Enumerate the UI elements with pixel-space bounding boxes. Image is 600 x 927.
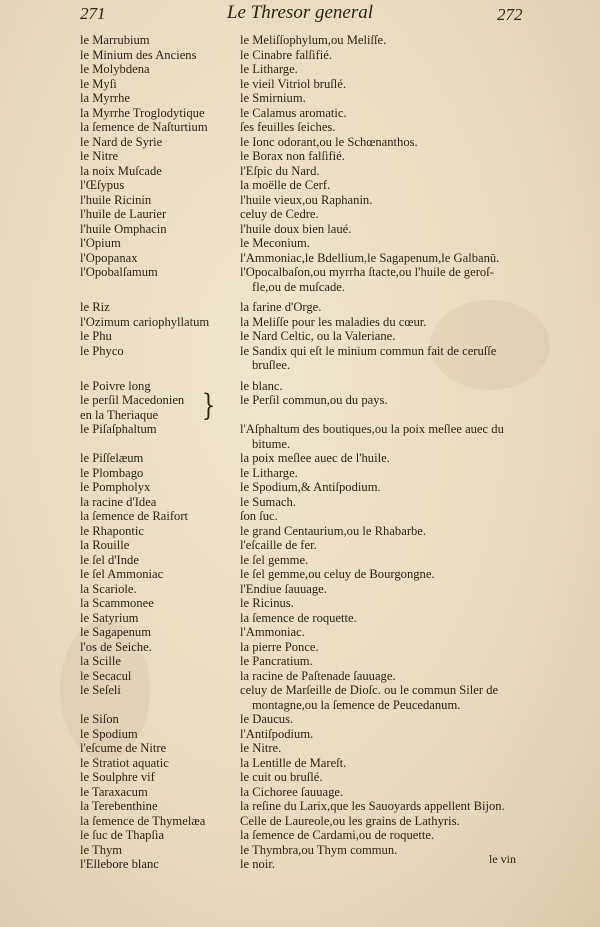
substitute-line: le ſel gemme. xyxy=(240,552,309,567)
substitute xyxy=(240,236,528,251)
drug-name: le Minium des Anciens xyxy=(80,47,197,62)
catchword: le vin xyxy=(489,852,516,866)
substitute-line: le Litharge. xyxy=(240,465,298,480)
drug-name: le Rhapontic xyxy=(80,523,145,538)
drug-name: l'Ozimum cariophyllatum xyxy=(80,314,210,329)
substitute xyxy=(240,106,528,121)
drug-name: le Riz xyxy=(80,300,110,314)
substitute xyxy=(240,33,528,48)
drug-name: le Plombago xyxy=(80,465,144,480)
substitute-line: le Meconium. xyxy=(240,236,310,250)
substitute-line: le Meliſſophylum,ou Meliſſe. xyxy=(240,33,387,47)
drug-name: le Sagapenum xyxy=(80,625,151,639)
substitute xyxy=(240,814,528,829)
substitute-line: l'Eſpic du Nard. xyxy=(240,163,320,178)
drug-name: la Myrrhe Troglodytique xyxy=(80,105,205,120)
substitute xyxy=(240,640,528,655)
substitute xyxy=(240,91,528,106)
substitute xyxy=(240,596,528,611)
running-title: Le Thresor general xyxy=(226,2,374,23)
running-header xyxy=(0,0,600,30)
drug-name: le Nitre xyxy=(80,149,119,163)
substitute xyxy=(240,451,528,466)
drug-name: la ſemence de Thymelæa xyxy=(80,813,206,828)
substitute xyxy=(240,756,528,771)
drug-name: le Nard de Syrie xyxy=(80,134,163,149)
substitute xyxy=(240,538,528,553)
drug-name: le Taraxacum xyxy=(80,784,148,799)
substitute-line: le Sumach. xyxy=(240,494,296,509)
substitute-line: ſon ſuc. xyxy=(240,509,278,523)
substitute-line: ſes feuilles ſeiches. xyxy=(240,120,336,134)
substitute xyxy=(240,712,528,727)
substitute-line: la pierre Ponce. xyxy=(240,639,319,654)
drug-name: le ſel Ammoniac xyxy=(80,567,164,581)
substitute-line: le Nitre. xyxy=(240,741,282,755)
substitute-line: le Calamus aromatic. xyxy=(240,105,347,120)
substitute xyxy=(240,251,528,266)
substitute xyxy=(240,77,528,92)
substitute-line: la reſine du Larix,que les Sauoyards appellent Bijon. xyxy=(240,799,505,813)
drug-name: l'Ellebore blanc xyxy=(80,857,159,871)
substitute xyxy=(240,207,528,222)
drug-name: la Terebenthine xyxy=(80,799,158,813)
drug-name: le Myſi xyxy=(80,76,117,91)
substitute xyxy=(240,785,528,800)
substitute-line: le Thymbra,ou Thym commun. xyxy=(240,842,398,857)
substitute-line: la ſemence de Cardami,ou de roquette. xyxy=(240,828,435,842)
substitute-line: le grand Centaurium,ou le Rhabarbe. xyxy=(240,523,427,538)
substitute xyxy=(240,265,528,294)
substitute xyxy=(240,480,528,495)
substitute xyxy=(240,770,528,785)
substitute xyxy=(240,582,528,597)
drug-name: la noix Muſcade xyxy=(80,163,162,178)
substitute-line: la farine d'Orge. xyxy=(240,300,322,314)
substitute xyxy=(240,120,528,135)
substitute-line: le cuit ou bruſlé. xyxy=(240,770,323,784)
drug-name: l'huile de Laurier xyxy=(80,207,167,221)
substitute xyxy=(240,524,528,539)
drug-name: le Poivre long xyxy=(80,378,151,393)
substitute-line: la Lentille de Mareſt. xyxy=(240,755,347,770)
page-number-left: 271 xyxy=(80,4,106,23)
drug-name: le Thym xyxy=(80,842,123,857)
substitute-line: la ſemence de roquette. xyxy=(240,610,357,625)
substitute xyxy=(240,62,528,77)
substitute-line: l'Endiue ſauuage. xyxy=(240,581,327,596)
substitute-line: la Cichoree ſauuage. xyxy=(240,784,344,799)
substitute-line: la Meliſſe pour les maladies du cœur. xyxy=(240,314,427,329)
substitute-line: le Ionc odorant,ou le Schœnanthos. xyxy=(240,134,418,149)
substitute-line: la poix meſlee auec de l'huile. xyxy=(240,451,390,465)
substitute xyxy=(240,379,528,394)
substitute-line: le Nard Celtic, ou la Valeriane. xyxy=(240,329,396,343)
brace-glyph: } xyxy=(201,388,216,423)
substitute-line: celuy de Marſeille de Dioſc. ou le commun Siler de xyxy=(240,683,499,697)
substitute xyxy=(240,193,528,208)
substitute-line: l'Antiſpodium. xyxy=(240,726,314,741)
drug-name: le Molybdena xyxy=(80,62,150,76)
substitute-line: bitume. xyxy=(252,436,291,451)
substitute xyxy=(240,741,528,756)
drug-name: le Pompholyx xyxy=(80,480,151,494)
drug-name: l'Œſypus xyxy=(80,178,125,192)
drug-name: l'Opobalſamum xyxy=(80,265,158,279)
substitute-line: fle,ou de muſcade. xyxy=(252,279,346,294)
substitute xyxy=(240,654,528,669)
substitute xyxy=(240,857,528,872)
substitute-line: montagne,ou la ſemence de Peucedanum. xyxy=(252,697,461,712)
drug-name: la ſemence de Naſturtium xyxy=(80,120,208,134)
drug-name: le Satyrium xyxy=(80,610,139,625)
substitute xyxy=(240,48,528,63)
substitute-line: l'Opocalbaſon,ou myrrha ſtacte,ou l'huile de geroſ- xyxy=(240,265,494,279)
substitute xyxy=(240,393,528,408)
substitute-line: le Smirnium. xyxy=(240,91,306,105)
entry-row xyxy=(0,683,600,713)
substitute xyxy=(240,315,528,330)
drug-name: l'Opium xyxy=(80,236,121,250)
substitute xyxy=(240,799,528,814)
substitute-line: le Borax non falſifié. xyxy=(240,149,345,163)
substitute-line: le Spodium,& Antiſpodium. xyxy=(240,480,381,494)
substitute xyxy=(240,669,528,684)
substitute xyxy=(240,422,528,451)
substitute-line: le Ricinus. xyxy=(240,596,294,610)
substitute xyxy=(240,344,528,373)
drug-name: le Siſon xyxy=(80,712,119,726)
substitute xyxy=(240,625,528,640)
page-number-right: 272 xyxy=(497,5,523,24)
substitute-line: le Pancratium. xyxy=(240,654,313,668)
drug-name: l'huile Ricinin xyxy=(80,192,152,207)
substitute-line: le vieil Vitriol bruſlé. xyxy=(240,76,347,91)
substitute-line: le noir. xyxy=(240,857,275,871)
substitute xyxy=(240,509,528,524)
substitute-line: le Perſil commun,ou du pays. xyxy=(240,393,388,407)
drug-name: le perſil Macedonien xyxy=(80,393,185,407)
drug-name: la racine d'Idea xyxy=(80,494,157,509)
substitute-line: le Litharge. xyxy=(240,62,298,76)
substitute xyxy=(240,135,528,150)
substitute-line: la moëlle de Cerf. xyxy=(240,178,331,192)
drug-name: la ſemence de Raifort xyxy=(80,509,189,523)
drug-name: la Scariole. xyxy=(80,581,137,596)
substitute xyxy=(240,495,528,510)
drug-name: le Piſaſphaltum xyxy=(80,422,157,436)
drug-name: le Spodium xyxy=(80,726,138,741)
substitute xyxy=(240,553,528,568)
drug-name: le Stratiot aquatic xyxy=(80,755,169,770)
substitute xyxy=(240,178,528,193)
substitute xyxy=(240,611,528,626)
drug-name: le Phyco xyxy=(80,343,124,358)
substitute-line: la racine de Paſtenade ſauuage. xyxy=(240,668,396,683)
substitute-line: le blanc. xyxy=(240,378,283,393)
substitute xyxy=(240,329,528,344)
substitute xyxy=(240,828,528,843)
substitute xyxy=(240,164,528,179)
substitute xyxy=(240,567,528,582)
drug-name: la Myrrhe xyxy=(80,91,131,105)
drug-name: le Secacul xyxy=(80,668,132,683)
substitute xyxy=(240,300,528,315)
drug-name: l'os de Seiche. xyxy=(80,639,152,654)
substitute-line: l'huile vieux,ou Raphanin. xyxy=(240,192,373,207)
drug-name: le Seſeli xyxy=(80,683,121,697)
entry-row xyxy=(0,265,600,295)
substitute xyxy=(240,466,528,481)
drug-name: le Marrubium xyxy=(80,33,150,47)
entry-row xyxy=(0,344,600,374)
drug-name: l'Opopanax xyxy=(80,250,138,265)
drug-name: le Soulphre vif xyxy=(80,770,155,784)
drug-name: le Phu xyxy=(80,329,112,343)
drug-name: le ſel d'Inde xyxy=(80,552,139,567)
substitute xyxy=(240,149,528,164)
substitute-line: l'eſcaille de fer. xyxy=(240,538,317,552)
substitute-line: l'Ammoniac,le Bdellium,le Sagapenum,le Galbanū. xyxy=(240,250,500,265)
substitute-line: le Daucus. xyxy=(240,712,294,726)
substitute-line: le Cinabre falſifié. xyxy=(240,47,332,62)
substitute xyxy=(240,222,528,237)
drug-name: l'eſcume de Nitre xyxy=(80,741,167,755)
substitute-line: Celle de Laureole,ou les grains de Lathyris. xyxy=(240,813,460,828)
drug-name: la Scammonee xyxy=(80,596,154,610)
substitute xyxy=(240,683,528,712)
substitute-line: le ſel gemme,ou celuy de Bourgongne. xyxy=(240,567,435,581)
drug-name: la Rouille xyxy=(80,538,130,552)
substitute xyxy=(240,843,528,858)
drug-name: le Piſſelæum xyxy=(80,451,144,465)
drug-name: l'huile Omphacin xyxy=(80,221,167,236)
substitute-line: celuy de Cedre. xyxy=(240,207,319,221)
substitute-line: l'Aſphaltum des boutiques,ou la poix meſlee auec du xyxy=(240,422,504,436)
entry-row xyxy=(0,422,600,452)
substitute-line: l'Ammoniac. xyxy=(240,625,305,639)
substitute-line: bruſlee. xyxy=(252,358,291,372)
drug-name: le ſuc de Thapſia xyxy=(80,828,165,842)
substitute-line: le Sandix qui eſt le minium commun fait de ceruſſe xyxy=(240,343,497,358)
drug-name: la Scille xyxy=(80,654,121,668)
substitute xyxy=(240,727,528,742)
substitute-line: l'huile doux bien laué. xyxy=(240,221,352,236)
drug-name: en la Theriaque xyxy=(80,407,159,422)
